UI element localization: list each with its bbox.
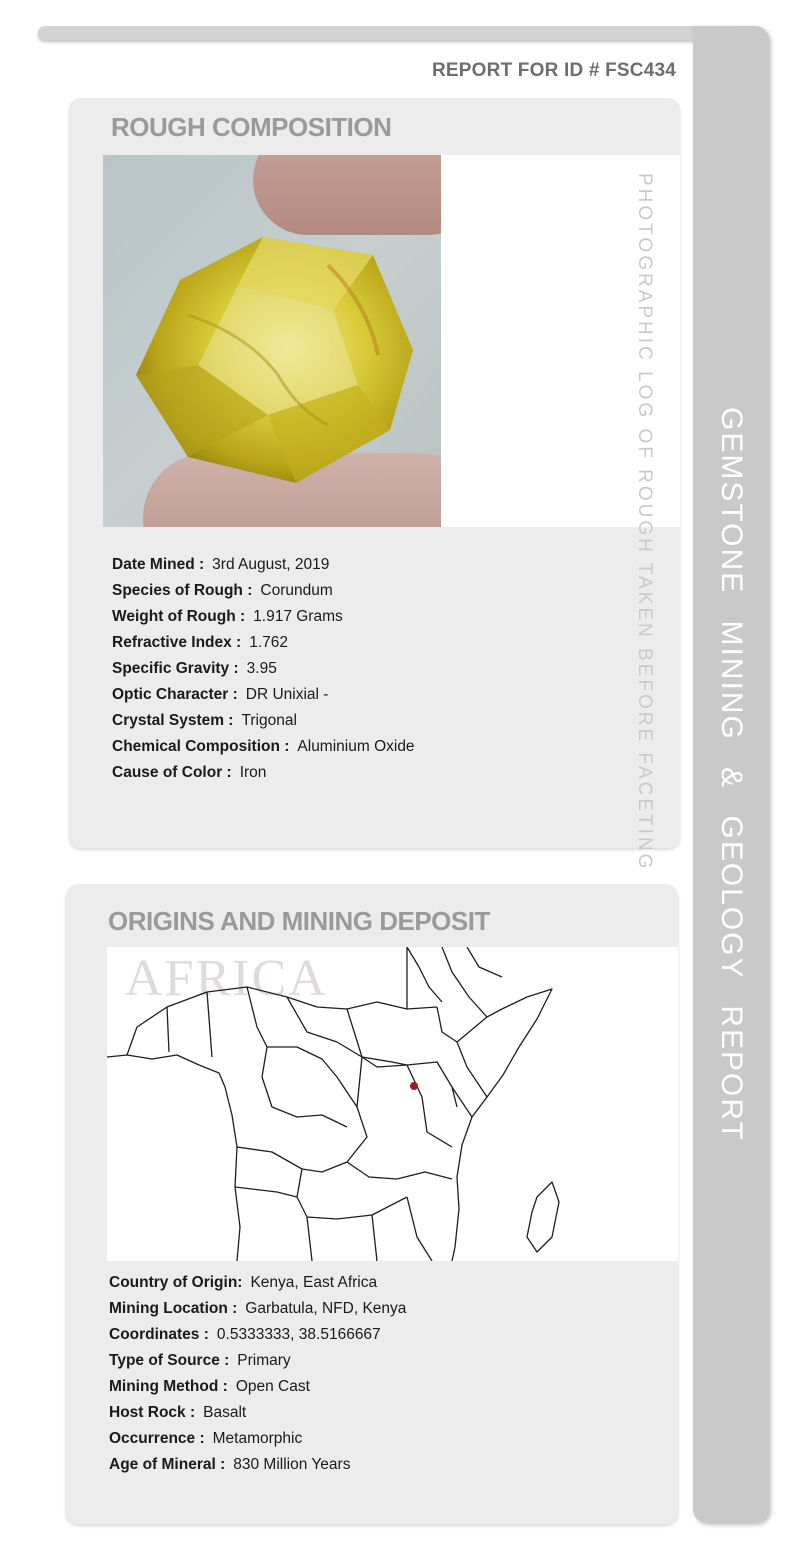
detail-label: Mining Location : (109, 1300, 238, 1317)
detail-label: Country of Origin: (109, 1274, 243, 1291)
detail-label: Host Rock : (109, 1404, 196, 1421)
report-id: REPORT FOR ID # FSC434 (431, 60, 676, 81)
detail-value: 3.95 (246, 660, 277, 677)
detail-label: Optic Character : (112, 686, 238, 703)
origins-title: ORIGINS AND MINING DEPOSIT (108, 906, 490, 936)
detail-row (112, 712, 415, 738)
detail-value: Iron (239, 764, 267, 781)
detail-value: 1.762 (249, 634, 289, 651)
rough-composition-panel (69, 98, 680, 872)
detail-label: Weight of Rough : (112, 608, 246, 625)
detail-label: Species of Rough : (112, 582, 253, 599)
detail-row (112, 608, 415, 634)
detail-value: Trigonal (241, 712, 297, 729)
detail-value: Open Cast (235, 1378, 310, 1395)
detail-row (112, 764, 415, 790)
detail-value: 3rd August, 2019 (212, 556, 330, 573)
detail-row (112, 582, 415, 608)
africa-map (107, 947, 678, 1261)
side-title (693, 26, 769, 1523)
detail-row (112, 634, 415, 660)
origins-details-list (109, 1274, 406, 1482)
detail-label: Chemical Composition : (112, 738, 290, 755)
rough-composition-title: ROUGH COMPOSITION (111, 112, 392, 142)
detail-row (112, 738, 415, 764)
detail-label: Coordinates : (109, 1326, 209, 1343)
detail-label: Date Mined : (112, 556, 205, 573)
detail-value: DR Unixial - (245, 686, 329, 703)
photo-caption: PHOTOGRAPHIC LOG OF ROUGH TAKEN BEFORE FACETING (634, 173, 655, 872)
rough-stone-photo (103, 155, 441, 527)
detail-label: Occurrence : (109, 1430, 205, 1447)
detail-value: 1.917 Grams (253, 608, 343, 625)
detail-value: Primary (237, 1352, 291, 1369)
detail-row (109, 1274, 406, 1300)
detail-value: Kenya, East Africa (250, 1274, 378, 1291)
detail-row (109, 1352, 406, 1378)
map-label: AFRICA (125, 950, 328, 1007)
detail-label: Crystal System : (112, 712, 234, 729)
detail-label: Refractive Index : (112, 634, 242, 651)
detail-row (109, 1404, 406, 1430)
detail-row (112, 686, 415, 712)
detail-row (109, 1378, 406, 1404)
side-title-text: GEMSTONE MINING & GEOLOGY REPORT (715, 407, 748, 1142)
map-outline (107, 947, 678, 1261)
detail-row (112, 660, 415, 686)
detail-label: Age of Mineral : (109, 1456, 226, 1473)
yellow-stone-image (128, 225, 428, 495)
detail-value: Basalt (203, 1404, 247, 1421)
mining-location-marker (410, 1082, 418, 1090)
finger-top (253, 155, 441, 235)
detail-value: 0.5333333, 38.5166667 (216, 1326, 381, 1343)
detail-row (109, 1430, 406, 1456)
detail-row (112, 556, 415, 582)
detail-value: Metamorphic (212, 1430, 303, 1447)
detail-label: Type of Source : (109, 1352, 230, 1369)
detail-label: Specific Gravity : (112, 660, 239, 677)
detail-row (109, 1456, 406, 1482)
detail-row (109, 1300, 406, 1326)
detail-label: Mining Method : (109, 1378, 228, 1395)
detail-value: Garbatula, NFD, Kenya (245, 1300, 407, 1317)
detail-value: 830 Million Years (233, 1456, 351, 1473)
detail-value: Corundum (260, 582, 333, 599)
top-bar (38, 26, 738, 40)
detail-row (109, 1326, 406, 1352)
detail-value: Aluminium Oxide (297, 738, 415, 755)
origins-panel (66, 884, 678, 1524)
detail-label: Cause of Color : (112, 764, 232, 781)
rough-details-list (112, 556, 415, 790)
